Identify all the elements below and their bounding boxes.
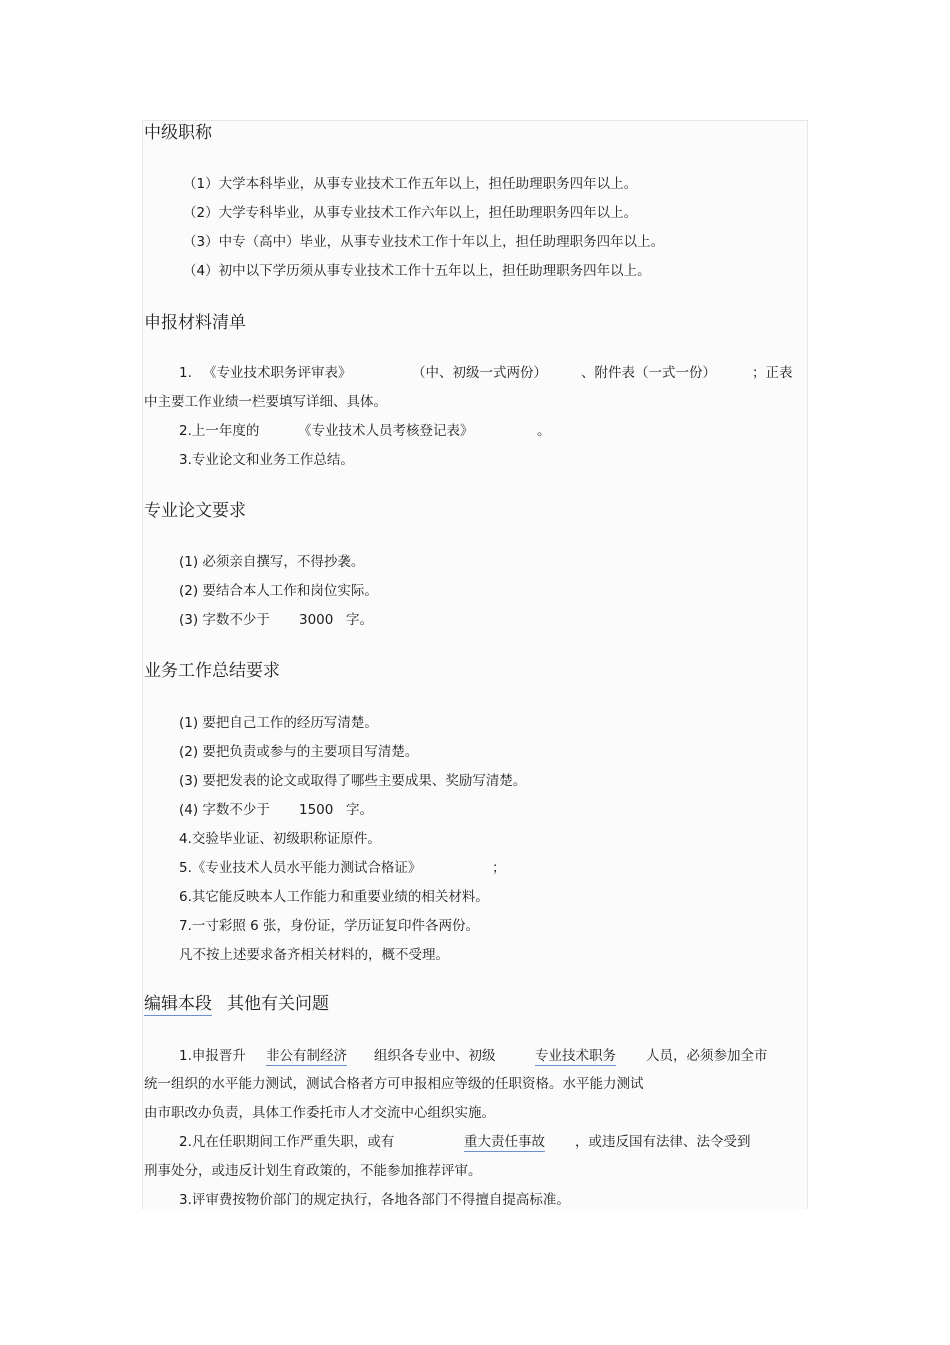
text-fragment: (4) 字数不少于 — [179, 802, 270, 818]
link-major-accident[interactable] — [464, 1133, 545, 1151]
text-fragment: ，或违反国有法律、法令受到 — [575, 1134, 751, 1150]
list-item: （2）大学专科毕业，从事专业技术工作六年以上，担任助理职务四年以上。 — [183, 205, 638, 221]
heading-paper-requirements: 专业论文要求 — [144, 501, 246, 521]
list-item: （3）中专（高中）毕业，从事专业技术工作十年以上，担任助理职务四年以上。 — [183, 234, 665, 250]
list-item: 7.一寸彩照 6 张，身份证，学历证复印件各两份。 — [179, 918, 480, 934]
list-item: （1）大学本科毕业，从事专业技术工作五年以上，担任助理职务四年以上。 — [183, 176, 638, 192]
text-fragment: 《专业技术职务评审表》 — [203, 365, 352, 381]
text-fragment: 。 — [537, 423, 551, 439]
text-fragment: 人员，必须参加全市 — [646, 1048, 768, 1064]
heading-work-summary-requirements: 业务工作总结要求 — [144, 661, 280, 681]
text-line: 由市职改办负责，具体工作委托市人才交流中心组织实施。 — [144, 1105, 495, 1121]
list-item: 6.其它能反映本人工作能力和重要业绩的相关材料。 — [179, 889, 489, 905]
text-fragment: (3) 字数不少于 — [179, 612, 270, 628]
text-fragment: 1500 — [299, 802, 334, 818]
list-item: 4.交验毕业证、初级职称证原件。 — [179, 831, 381, 847]
link-professional-title[interactable] — [535, 1047, 616, 1065]
link-label[interactable]: 专业技术职务 — [535, 1048, 616, 1064]
text-fragment: 《专业技术人员考核登记表》 — [298, 423, 474, 439]
text-fragment: 组织各专业中、初级 — [374, 1048, 496, 1064]
link-non-public-economy[interactable] — [266, 1047, 347, 1065]
list-item: (1) 要把自己工作的经历写清楚。 — [179, 715, 378, 731]
text-fragment: （中、初级一式两份） — [412, 365, 547, 381]
text-fragment: 3000 — [299, 612, 334, 628]
text-fragment: 、附件表（一式一份） — [581, 365, 716, 381]
heading-other-issues: 其他有关问题 — [227, 994, 329, 1014]
list-item: （4）初中以下学历须从事专业技术工作十五年以上，担任助理职务四年以上。 — [183, 263, 651, 279]
text-fragment: 2.上一年度的 — [179, 423, 260, 439]
link-label[interactable]: 重大责任事故 — [464, 1134, 545, 1150]
text-fragment: ；正表 — [752, 365, 793, 381]
text-fragment: 字。 — [346, 802, 373, 818]
text-fragment: 5.《专业技术人员水平能力测试合格证》 — [179, 860, 422, 876]
link-label[interactable]: 非公有制经济 — [266, 1048, 347, 1064]
text-line: 3.专业论文和业务工作总结。 — [179, 452, 354, 468]
list-item: (1) 必须亲自撰写，不得抄袭。 — [179, 554, 365, 570]
text-line: 中主要工作业绩一栏要填写详细、具体。 — [144, 394, 387, 410]
text-line: 统一组织的水平能力测试，测试合格者方可申报相应等级的任职资格。水平能力测试 — [144, 1076, 644, 1092]
text-line: 3.评审费按物价部门的规定执行，各地各部门不得擅自提高标准。 — [179, 1192, 570, 1208]
text-line: 凡不按上述要求备齐相关材料的，概不受理。 — [179, 947, 449, 963]
text-fragment: 2.凡在任职期间工作严重失职，或有 — [179, 1134, 395, 1150]
edit-section-link-label[interactable]: 编辑本段 — [144, 994, 212, 1014]
text-fragment: 1.申报晋升 — [179, 1048, 246, 1064]
text-fragment: 字。 — [346, 612, 373, 628]
heading-intermediate-title: 中级职称 — [144, 123, 212, 143]
text-line: 刑事处分，或违反计划生育政策的，不能参加推荐评审。 — [144, 1163, 482, 1179]
text-fragment: 1. — [179, 365, 192, 381]
text-fragment: ； — [492, 860, 506, 876]
heading-materials-list: 申报材料清单 — [144, 313, 246, 333]
edit-section-link[interactable] — [144, 993, 212, 1015]
list-item: (3) 要把发表的论文或取得了哪些主要成果、奖励写清楚。 — [179, 773, 527, 789]
list-item: (2) 要结合本人工作和岗位实际。 — [179, 583, 378, 599]
list-item: (2) 要把负责或参与的主要项目写清楚。 — [179, 744, 419, 760]
